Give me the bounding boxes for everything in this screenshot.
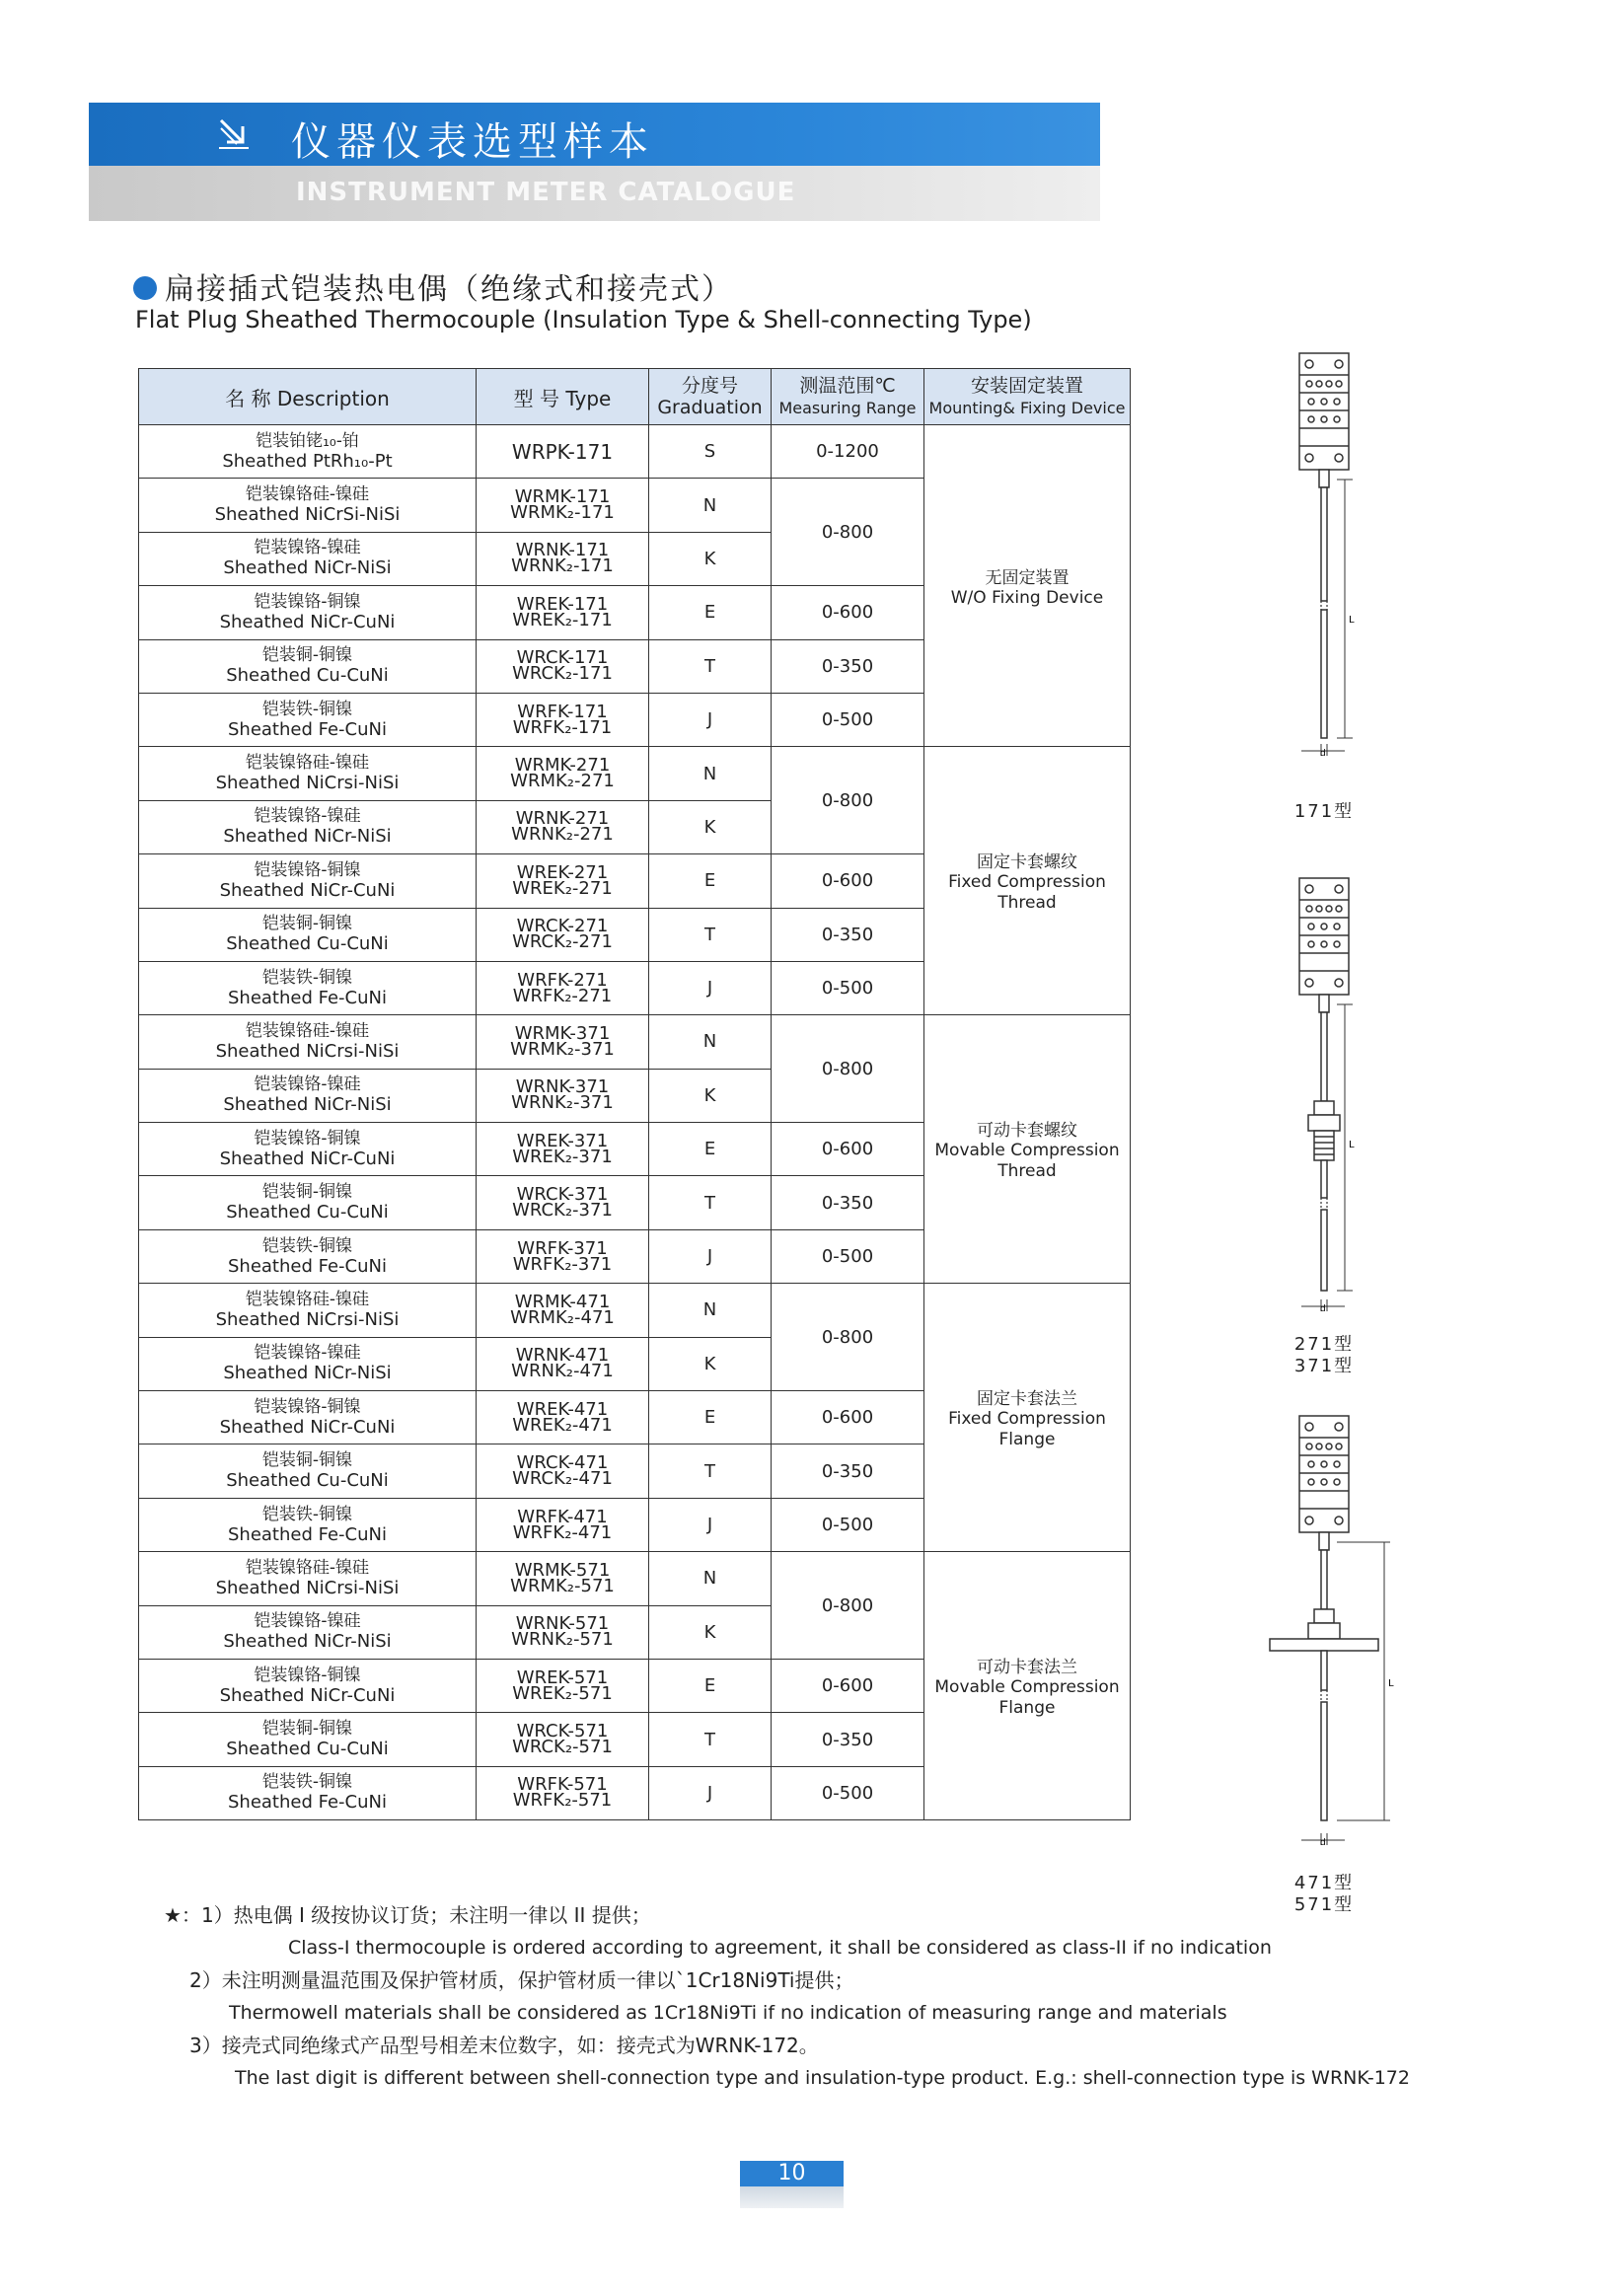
section-title-en: Flat Plug Sheathed Thermocouple (Insulation Type & Shell-connecting Type)	[135, 306, 1032, 333]
description-en: Sheathed NiCrSi-NiSi	[214, 504, 401, 526]
model-cell	[477, 1069, 649, 1122]
range-cell: 0-600	[772, 1123, 924, 1176]
graduation-cell: E	[649, 1123, 772, 1176]
description-cell	[139, 639, 477, 693]
model-number-alt: WRFK₂-471	[512, 1521, 613, 1543]
description-cell	[139, 1069, 477, 1122]
model-number: WRPK-171	[511, 439, 614, 464]
range-cell: 0-800	[772, 1015, 924, 1123]
note-3-cn: 3）接壳式同绝缘式产品型号相差末位数字，如：接壳式为WRNK-172。	[189, 2034, 819, 2057]
graduation-cell: K	[649, 1337, 772, 1390]
graduation-cell: K	[649, 800, 772, 853]
model-number-alt: WRCK₂-571	[512, 1737, 613, 1758]
description-cn: 铠装铜-铜镍	[261, 645, 353, 666]
mounting-en: Movable Compression Flange	[934, 1677, 1120, 1719]
model-cell	[477, 800, 649, 853]
model-cell	[477, 425, 649, 479]
arrow-down-right-icon	[217, 116, 253, 152]
graduation-cell: N	[649, 1284, 772, 1337]
header-range	[772, 369, 924, 425]
graduation-cell: T	[649, 639, 772, 693]
model-number-alt: WRMK₂-571	[510, 1575, 615, 1596]
bullet-dot-icon	[133, 276, 157, 300]
mounting-en: Fixed Compression Flange	[948, 1409, 1106, 1450]
table-header-row	[139, 369, 1131, 425]
description-cn: 铠装铜-铜镍	[261, 1450, 353, 1471]
description-cell	[139, 1713, 477, 1766]
graduation-cell: J	[649, 1766, 772, 1819]
mounting-cell	[924, 425, 1131, 747]
header-description: 名 称 Description	[139, 369, 477, 425]
header-range-cn: 测温范围℃	[799, 374, 896, 397]
description-en: Sheathed Cu-CuNi	[226, 1202, 389, 1223]
banner-title: 仪器仪表选型样本	[291, 119, 654, 165]
description-en: Sheathed Cu-CuNi	[226, 933, 389, 955]
model-cell	[477, 1713, 649, 1766]
description-cn: 铠装铜-铜镍	[261, 914, 353, 934]
mounting-cn: 可动卡套法兰	[977, 1658, 1077, 1678]
model-number: WRMK-371	[514, 1022, 611, 1044]
mounting-cn: 固定卡套法兰	[977, 1389, 1077, 1410]
description-cell	[139, 586, 477, 639]
model-number: WREK-571	[516, 1666, 609, 1688]
model-cell	[477, 1766, 649, 1819]
graduation-cell: T	[649, 1713, 772, 1766]
description-en: Sheathed NiCr-CuNi	[219, 611, 396, 632]
figure-171-label: 171型	[1293, 801, 1355, 822]
model-number-alt: WRFK₂-371	[512, 1253, 613, 1275]
model-number: WRCK-571	[516, 1721, 609, 1742]
description-cell	[139, 1498, 477, 1551]
range-cell: 0-500	[772, 1229, 924, 1283]
range-cell: 0-800	[772, 1552, 924, 1660]
model-number-alt: WREK₂-471	[512, 1414, 613, 1436]
graduation-cell: K	[649, 1605, 772, 1659]
description-cn: 铠装镍铬-镍硅	[254, 538, 361, 558]
description-cn: 铠装镍铬-镍硅	[254, 1611, 361, 1632]
dim-d-label-3: d	[1320, 1838, 1326, 1848]
description-en: Sheathed Fe-CuNi	[227, 1255, 387, 1277]
description-cn: 铠装镍铬-铜镍	[254, 591, 361, 612]
graduation-cell: T	[649, 1176, 772, 1229]
range-cell: 0-800	[772, 479, 924, 586]
description-cn: 铠装铁-铜镍	[261, 1504, 353, 1524]
model-number-alt: WRCK₂-471	[512, 1468, 613, 1490]
model-number: WRNK-471	[515, 1345, 610, 1367]
model-cell	[477, 1391, 649, 1444]
description-cell	[139, 908, 477, 961]
section-title-cn	[133, 264, 733, 308]
description-en: Sheathed NiCr-CuNi	[219, 879, 396, 901]
model-number-alt: WRMK₂-271	[510, 771, 615, 792]
description-cn: 铠装镍铬硅-镍硅	[245, 753, 370, 774]
description-cell	[139, 1391, 477, 1444]
graduation-cell: K	[649, 1069, 772, 1122]
description-en: Sheathed NiCr-NiSi	[223, 1363, 392, 1384]
model-number: WRNK-371	[515, 1076, 610, 1098]
mounting-cell	[924, 1552, 1131, 1820]
model-cell	[477, 1659, 649, 1712]
note-1-cn-text: 1）热电偶 I 级按协议订货；未注明一律以 II 提供；	[200, 1903, 651, 1927]
model-cell	[477, 1176, 649, 1229]
description-en: Sheathed Cu-CuNi	[226, 1470, 389, 1492]
description-en: Sheathed NiCr-CuNi	[219, 1416, 396, 1438]
model-cell	[477, 854, 649, 908]
description-cn: 铠装镍铬硅-镍硅	[245, 1557, 370, 1578]
model-number-alt: WRMK₂-171	[510, 502, 615, 524]
description-cn: 铠装镍铬-铜镍	[254, 859, 361, 880]
model-number-alt: WRMK₂-471	[510, 1306, 615, 1328]
model-cell	[477, 1605, 649, 1659]
description-cn: 铠装镍铬-镍硅	[254, 1074, 361, 1095]
range-cell: 0-350	[772, 1176, 924, 1229]
table-row	[139, 1552, 1131, 1605]
description-en: Sheathed NiCr-CuNi	[219, 1684, 396, 1706]
description-en: Sheathed Fe-CuNi	[227, 1792, 387, 1814]
model-number-alt: WRNK₂-571	[511, 1629, 614, 1651]
description-cell	[139, 800, 477, 853]
model-number-alt: WRCK₂-271	[512, 931, 613, 953]
description-cell	[139, 1284, 477, 1337]
note-1-cn	[164, 1899, 1450, 1932]
model-cell	[477, 1015, 649, 1069]
banner-top-bar	[89, 103, 1100, 166]
page-number-tab	[740, 2161, 844, 2208]
description-en: Sheathed Fe-CuNi	[227, 718, 387, 740]
model-number: WRFK-571	[517, 1774, 608, 1796]
graduation-cell: N	[649, 1015, 772, 1069]
description-cn: 铠装镍铬-镍硅	[254, 806, 361, 827]
model-number: WREK-271	[516, 861, 609, 883]
description-cell	[139, 1176, 477, 1229]
description-cell	[139, 479, 477, 532]
model-number: WRFK-371	[517, 1237, 608, 1259]
graduation-cell: T	[649, 908, 772, 961]
model-number-alt: WREK₂-171	[512, 609, 613, 630]
range-cell: 0-600	[772, 854, 924, 908]
range-cell: 0-800	[772, 1284, 924, 1391]
mounting-cell	[924, 1284, 1131, 1552]
table-row	[139, 1015, 1131, 1069]
model-number: WRFK-271	[517, 969, 608, 991]
model-number: WRMK-471	[514, 1291, 611, 1312]
model-number: WRFK-471	[517, 1506, 608, 1527]
description-cell	[139, 1659, 477, 1712]
header-mounting-cn: 安装固定装置	[970, 374, 1083, 397]
figure-271-371-label	[1285, 1334, 1364, 1377]
description-cn: 铠装镍铬-铜镍	[254, 1128, 361, 1148]
table-body	[139, 425, 1131, 1820]
mounting-cell	[924, 747, 1131, 1015]
model-number: WRCK-471	[516, 1452, 609, 1474]
table-row	[139, 1284, 1131, 1337]
note-2-cn: 2）未注明测量温范围及保护管材质，保护管材质一律以`1Cr18Ni9Ti提供；	[189, 1968, 854, 1992]
note-1-en: Class-I thermocouple is ordered according to agreement, it shall be considered as class-II if no indication	[288, 1937, 1272, 1959]
model-cell	[477, 479, 649, 532]
model-number-alt: WRFK₂-271	[512, 985, 613, 1006]
description-cn: 铠装铂铑₁₀-铂	[256, 430, 359, 451]
header-mounting	[924, 369, 1131, 425]
description-cell	[139, 1015, 477, 1069]
model-number-alt: WRFK₂-571	[512, 1790, 613, 1812]
graduation-cell: T	[649, 1444, 772, 1498]
description-en: Sheathed NiCr-NiSi	[223, 826, 392, 848]
description-en: Sheathed Cu-CuNi	[226, 665, 389, 687]
model-cell	[477, 908, 649, 961]
description-cell	[139, 1123, 477, 1176]
range-cell: 0-350	[772, 639, 924, 693]
figure-371-label: 371型	[1293, 1356, 1355, 1376]
description-cn: 铠装铁-铜镍	[261, 1772, 353, 1793]
header-range-en: Measuring Range	[778, 398, 917, 417]
figure-571-label: 571型	[1293, 1894, 1355, 1915]
section-title-cn-text: 扁接插式铠装热电偶（绝缘式和接壳式）	[165, 272, 733, 307]
graduation-cell: E	[649, 1391, 772, 1444]
model-number: WRNK-271	[515, 808, 610, 830]
dim-d-label: d	[1320, 749, 1326, 759]
model-number: WRCK-271	[516, 916, 609, 937]
description-cell	[139, 425, 477, 479]
description-cell	[139, 693, 477, 746]
description-cn: 铠装铁-铜镍	[261, 967, 353, 988]
range-cell: 0-350	[772, 1713, 924, 1766]
model-number: WRFK-171	[517, 701, 608, 722]
header-graduation	[649, 369, 772, 425]
table-row	[139, 425, 1131, 479]
description-cn: 铠装铜-铜镍	[261, 1182, 353, 1203]
notes-section	[164, 1899, 1450, 2095]
model-number: WRMK-171	[514, 486, 611, 508]
model-cell	[477, 1229, 649, 1283]
description-cell	[139, 532, 477, 585]
graduation-cell: K	[649, 532, 772, 585]
description-en: Sheathed NiCr-NiSi	[223, 557, 392, 579]
mounting-en: W/O Fixing Device	[950, 587, 1104, 608]
description-cn: 铠装镍铬-镍硅	[254, 1343, 361, 1364]
page-number-shadow	[740, 2186, 844, 2208]
description-en: Sheathed NiCr-NiSi	[223, 1631, 392, 1653]
table-row	[139, 747, 1131, 800]
range-cell: 0-350	[772, 908, 924, 961]
range-cell: 0-500	[772, 1498, 924, 1551]
description-en: Sheathed NiCrsi-NiSi	[215, 1308, 400, 1330]
description-cell	[139, 1229, 477, 1283]
graduation-cell: N	[649, 479, 772, 532]
model-cell	[477, 693, 649, 746]
model-cell	[477, 1284, 649, 1337]
description-cell	[139, 961, 477, 1014]
description-cell	[139, 747, 477, 800]
mounting-cn: 无固定装置	[985, 567, 1070, 588]
model-cell	[477, 639, 649, 693]
model-number: WRMK-271	[514, 755, 611, 777]
model-number: WREK-171	[516, 593, 609, 615]
graduation-cell: S	[649, 425, 772, 479]
graduation-cell: N	[649, 747, 772, 800]
header-graduation-en: Graduation	[657, 397, 763, 418]
graduation-cell: J	[649, 961, 772, 1014]
description-en: Sheathed NiCrsi-NiSi	[215, 1577, 400, 1598]
description-en: Sheathed NiCr-CuNi	[219, 1148, 396, 1169]
mounting-cell	[924, 1015, 1131, 1284]
dim-L-label-2: L	[1349, 1140, 1355, 1150]
range-cell: 0-800	[772, 747, 924, 854]
model-cell	[477, 586, 649, 639]
range-cell: 0-500	[772, 693, 924, 746]
model-number: WREK-471	[516, 1398, 609, 1420]
description-cell	[139, 1605, 477, 1659]
dim-d-label-2: d	[1320, 1304, 1326, 1314]
model-number-alt: WRCK₂-171	[512, 663, 613, 685]
model-number-alt: WRMK₂-371	[510, 1038, 615, 1060]
graduation-cell: N	[649, 1552, 772, 1605]
description-cell	[139, 1766, 477, 1819]
figure-271-371-diagram	[1297, 876, 1376, 1322]
note-3-en: The last digit is different between shell-connection type and insulation-type product. E.g.: shell-connection type is WRNK-172	[235, 2067, 1410, 2089]
model-number-alt: WRCK₂-371	[512, 1200, 613, 1222]
description-cn: 铠装铁-铜镍	[261, 1235, 353, 1256]
graduation-cell: E	[649, 1659, 772, 1712]
model-cell	[477, 1444, 649, 1498]
dim-L-label-3: L	[1388, 1678, 1394, 1689]
description-cell	[139, 1444, 477, 1498]
description-cn: 铠装镍铬-铜镍	[254, 1396, 361, 1417]
description-cn: 铠装镍铬硅-镍硅	[245, 1289, 370, 1309]
description-cn: 铠装镍铬-铜镍	[254, 1665, 361, 1685]
model-number-alt: WRNK₂-371	[511, 1092, 614, 1114]
graduation-cell: J	[649, 1498, 772, 1551]
model-number: WREK-371	[516, 1130, 609, 1151]
figure-171-diagram	[1297, 351, 1376, 778]
graduation-cell: E	[649, 586, 772, 639]
mounting-cn: 固定卡套螺纹	[977, 852, 1077, 873]
model-cell	[477, 1337, 649, 1390]
mounting-en: Fixed Compression Thread	[948, 872, 1106, 914]
model-number-alt: WREK₂-571	[512, 1682, 613, 1704]
banner-bottom-bar	[89, 166, 1100, 221]
note-2-en: Thermowell materials shall be considered as 1Cr18Ni9Ti if no indication of measuring range and materials	[229, 2002, 1227, 2024]
description-cn: 铠装镍铬硅-镍硅	[245, 1020, 370, 1041]
model-number: WRCK-171	[516, 647, 609, 669]
description-cn: 铠装铜-铜镍	[261, 1719, 353, 1740]
range-cell: 0-500	[772, 961, 924, 1014]
model-number-alt: WREK₂-271	[512, 877, 613, 899]
header-type: 型 号 Type	[477, 369, 649, 425]
description-en: Sheathed NiCrsi-NiSi	[215, 773, 400, 794]
graduation-cell: J	[649, 1229, 772, 1283]
description-en: Sheathed NiCr-NiSi	[223, 1094, 392, 1116]
description-cn: 铠装铁-铜镍	[261, 699, 353, 719]
figure-471-571-diagram	[1268, 1414, 1406, 1858]
figure-471-label: 471型	[1293, 1873, 1355, 1893]
description-en: Sheathed Fe-CuNi	[227, 987, 387, 1008]
description-en: Sheathed Cu-CuNi	[226, 1739, 389, 1760]
dim-L-label: L	[1349, 615, 1355, 626]
model-cell	[477, 1498, 649, 1551]
model-number-alt: WRNK₂-471	[511, 1361, 614, 1382]
figure-271-label: 271型	[1293, 1334, 1355, 1355]
model-number: WRNK-571	[515, 1613, 610, 1635]
model-cell	[477, 1552, 649, 1605]
range-cell: 0-350	[772, 1444, 924, 1498]
range-cell: 0-600	[772, 1391, 924, 1444]
model-number-alt: WRNK₂-271	[511, 824, 614, 846]
mounting-en: Movable Compression Thread	[934, 1141, 1120, 1182]
model-number-alt: WREK₂-371	[512, 1146, 613, 1167]
description-en: Sheathed Fe-CuNi	[227, 1523, 387, 1545]
star-icon: ★：	[164, 1903, 201, 1927]
spec-table	[138, 368, 1131, 1820]
model-number: WRCK-371	[516, 1184, 609, 1206]
mounting-cn: 可动卡套螺纹	[977, 1121, 1077, 1142]
model-number-alt: WRNK₂-171	[511, 555, 614, 577]
range-cell: 0-600	[772, 586, 924, 639]
model-number: WRNK-171	[515, 540, 610, 561]
graduation-cell: J	[649, 693, 772, 746]
model-number: WRMK-571	[514, 1559, 611, 1581]
header-mounting-en: Mounting& Fixing Device	[928, 398, 1126, 417]
description-cn: 铠装镍铬硅-镍硅	[245, 484, 370, 505]
model-cell	[477, 747, 649, 800]
model-cell	[477, 961, 649, 1014]
range-cell: 0-600	[772, 1659, 924, 1712]
model-cell	[477, 1123, 649, 1176]
range-cell: 0-500	[772, 1766, 924, 1819]
header-graduation-cn: 分度号	[681, 375, 738, 397]
catalogue-banner	[89, 103, 1100, 221]
description-cell	[139, 1552, 477, 1605]
banner-subtitle: INSTRUMENT METER CATALOGUE	[296, 178, 796, 207]
description-en: Sheathed NiCrsi-NiSi	[215, 1040, 400, 1062]
range-cell: 0-1200	[772, 425, 924, 479]
description-en: Sheathed PtRh₁₀-Pt	[222, 450, 393, 472]
description-cell	[139, 1337, 477, 1390]
description-cell	[139, 854, 477, 908]
page-number: 10	[740, 2161, 844, 2186]
model-number-alt: WRFK₂-171	[512, 716, 613, 738]
graduation-cell: E	[649, 854, 772, 908]
model-cell	[477, 532, 649, 585]
